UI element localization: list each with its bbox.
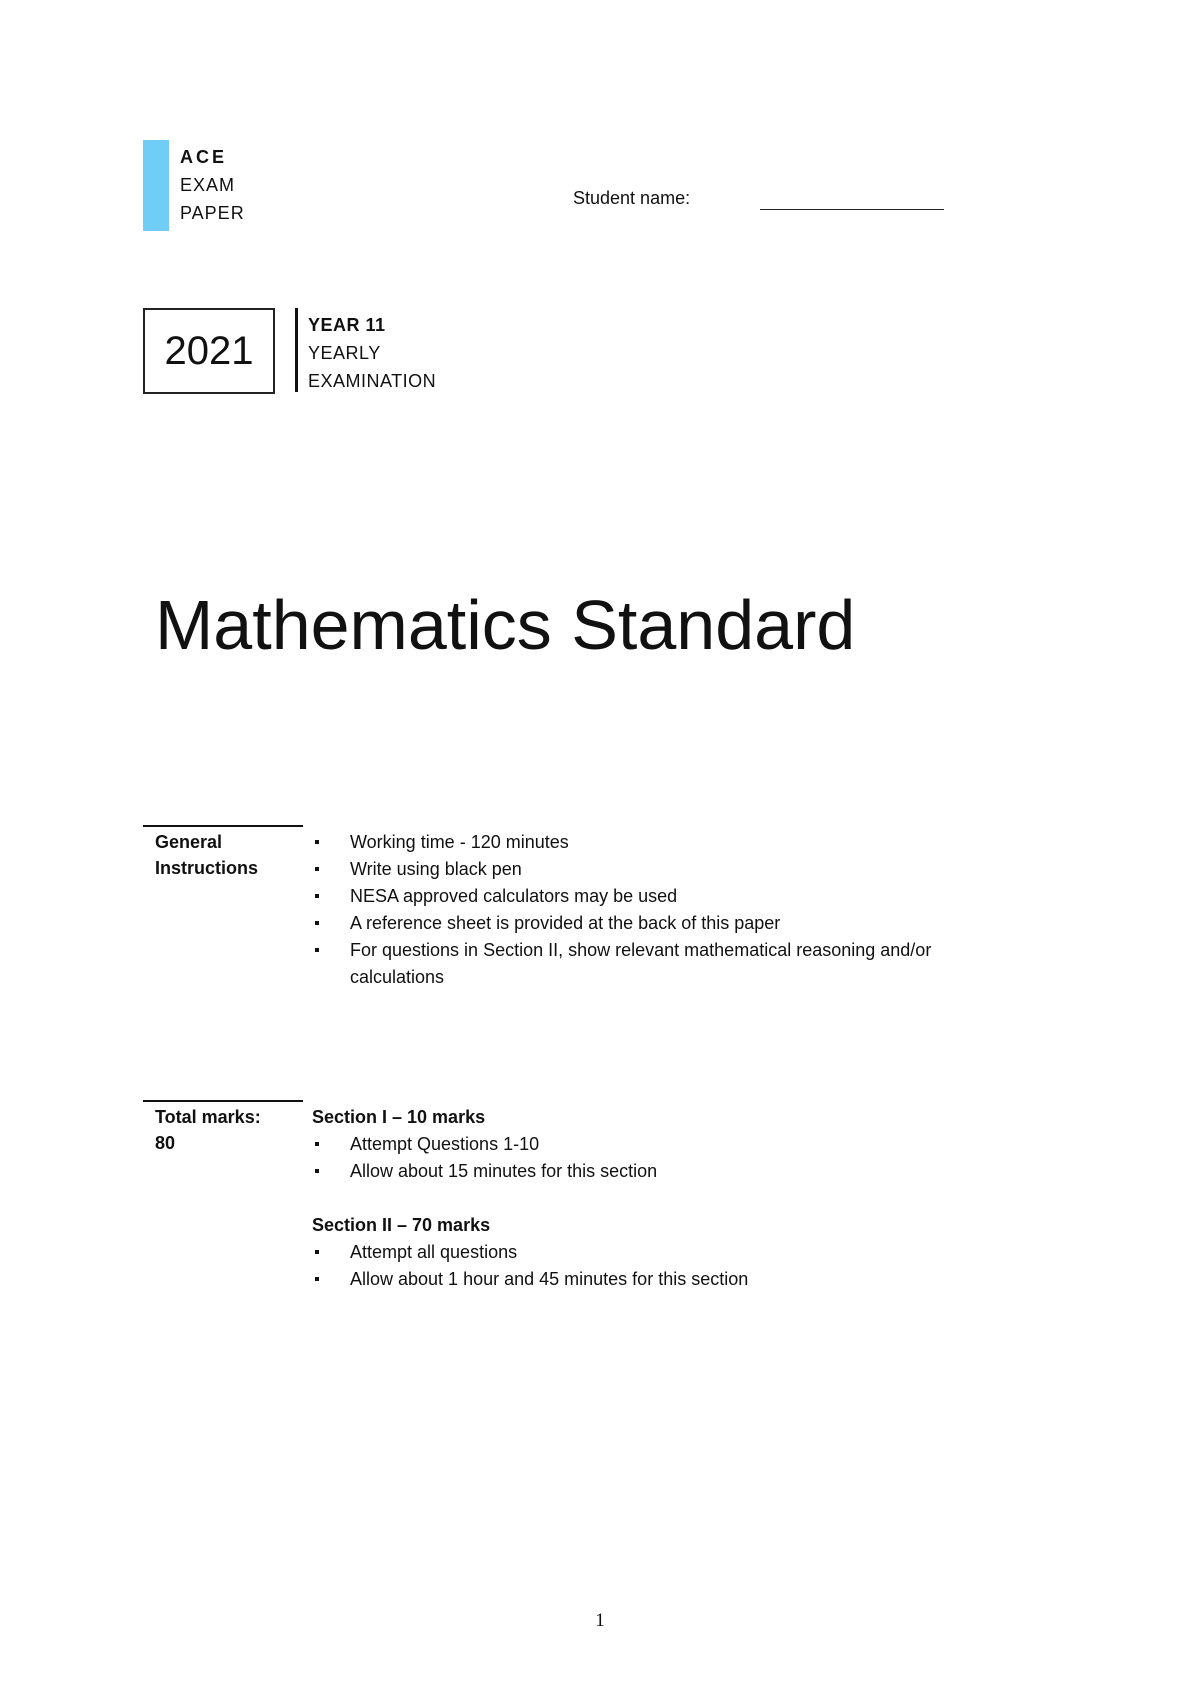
list-item: Allow about 1 hour and 45 minutes for this section bbox=[312, 1266, 1032, 1293]
general-instructions-label-line2: Instructions bbox=[155, 858, 259, 878]
list-item: Working time - 120 minutes bbox=[312, 829, 1032, 856]
list-item: Write using black pen bbox=[312, 856, 1032, 883]
logo-line-exam: EXAM bbox=[180, 175, 236, 195]
page-title: Mathematics Standard bbox=[155, 586, 856, 664]
logo-line-paper: PAPER bbox=[180, 203, 245, 223]
year-divider bbox=[295, 308, 298, 392]
exam-type-line1: YEARLY bbox=[308, 343, 381, 363]
section-2-list bbox=[312, 1239, 1032, 1293]
list-item: Attempt all questions bbox=[312, 1239, 1032, 1266]
total-marks-label bbox=[155, 1104, 285, 1156]
page-number: 1 bbox=[595, 1610, 605, 1631]
exam-description bbox=[308, 311, 436, 395]
total-marks-value: 80 bbox=[155, 1133, 176, 1153]
total-marks-label-line1: Total marks: bbox=[155, 1107, 261, 1127]
general-instructions-label bbox=[155, 829, 285, 881]
exam-year: 2021 bbox=[164, 328, 254, 373]
list-item: Attempt Questions 1-10 bbox=[312, 1131, 1032, 1158]
exam-year-box bbox=[143, 308, 275, 394]
total-marks-rule bbox=[143, 1100, 303, 1102]
logo-text bbox=[180, 143, 245, 227]
general-instructions-rule bbox=[143, 825, 303, 827]
section-1-list bbox=[312, 1131, 1032, 1185]
list-item: Allow about 15 minutes for this section bbox=[312, 1158, 1032, 1185]
section-2-heading: Section II – 70 marks bbox=[312, 1215, 491, 1235]
logo-accent-bar bbox=[143, 140, 169, 231]
general-instructions-list bbox=[312, 829, 1032, 991]
student-name-label: Student name: bbox=[573, 188, 691, 208]
exam-type-line2: EXAMINATION bbox=[308, 371, 437, 391]
student-name-line bbox=[760, 209, 944, 210]
logo-line-ace: ACE bbox=[180, 147, 228, 167]
exam-level: YEAR 11 bbox=[308, 315, 386, 335]
section-1-heading: Section I – 10 marks bbox=[312, 1107, 486, 1127]
general-instructions-label-line1: General bbox=[155, 832, 223, 852]
list-item: NESA approved calculators may be used bbox=[312, 883, 1032, 910]
list-item: For questions in Section II, show relevant mathematical reasoning and/or calculations bbox=[312, 937, 990, 991]
list-item: A reference sheet is provided at the back of this paper bbox=[312, 910, 1032, 937]
